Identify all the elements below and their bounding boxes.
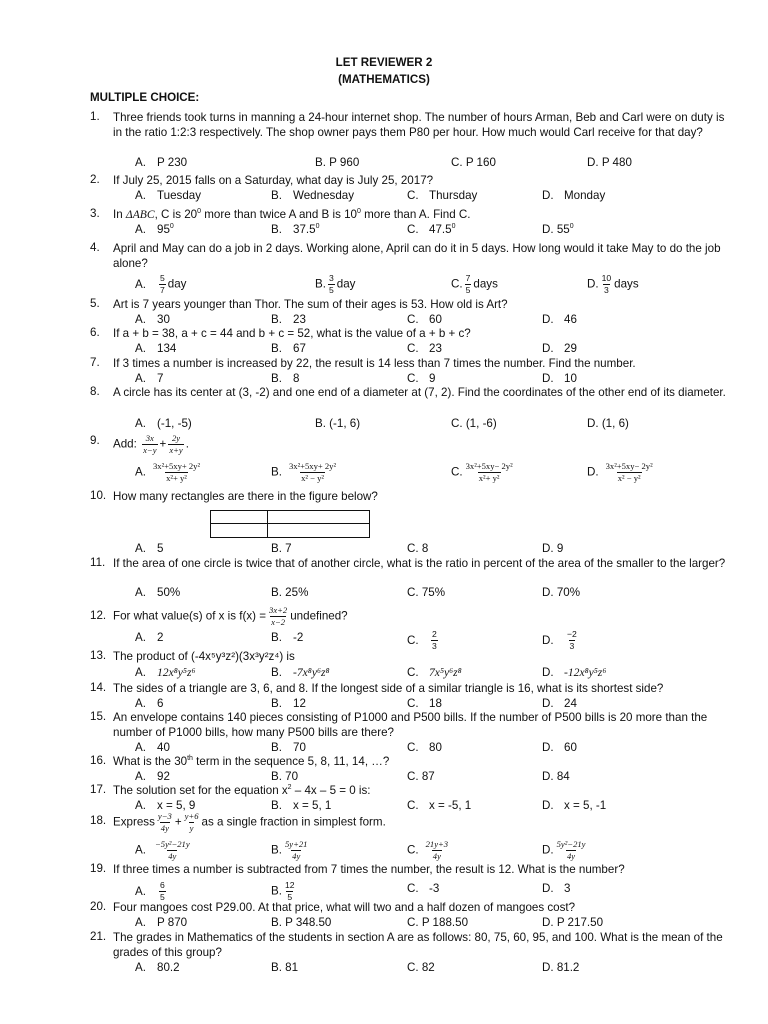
option-a: A. 6 [135,697,164,710]
options [90,273,730,295]
option-c: C. 18 [407,697,442,710]
option-b: B. -7x⁸y⁶z⁸ [271,666,330,679]
option-a: A. $\frac{5}{7}$ day [135,273,187,295]
option-b: B. 25% [271,586,309,599]
option-d: D. 46 [542,313,577,326]
options [90,222,730,237]
option-d: D. 3 [542,882,571,895]
fraction-2: $\frac{2y}{x+y}$ [169,433,183,455]
options [90,188,730,203]
rectangle-figure [210,510,370,538]
option-d: D. Monday [542,189,606,202]
options [90,880,730,902]
option-a: A. $\frac{6}{5}$ [135,880,165,902]
option-a: A. (-1, -5) [135,417,192,430]
question-number: 3. [90,207,100,220]
option-b: B. P 348.50 [271,916,332,929]
option-d: D. $\frac{10}{3}$ days [587,273,639,295]
options [90,915,730,930]
question-text: The product of (-4x⁵y³z²)(3x³y²z⁴) is [113,650,295,663]
question-text: The grades in Mathematics of the students in section A are as follows: 80, 75, 60, 95, and 100. What is the mean of the grades of this group? [113,931,723,960]
option-c: C. 23 [407,342,442,355]
options [90,461,730,483]
question-text: Art is 7 years younger than Thor. The sum of their ages is 53. How old is Art? [113,298,508,311]
question-2 [90,173,730,202]
question-number: 4. [90,241,100,254]
question-number: 14. [90,681,107,694]
question-number: 6. [90,326,100,339]
option-b: B. $\frac{5y+21}{4y}$ [271,839,308,861]
option-d: D. (1, 6) [587,417,629,430]
question-text: If a + b = 38, a + c = 44 and b + c = 52, what is the value of a + b + c? [113,327,471,340]
question-20 [90,900,730,929]
option-b: B. (-1, 6) [315,417,361,430]
options [90,371,730,386]
question-number: 15. [90,710,107,723]
option-a: A. 40 [135,741,170,754]
option-c: C. 82 [407,961,435,974]
option-b: B. x = 5, 1 [271,799,332,812]
option-a: A. 92 [135,770,170,783]
options [90,740,730,755]
question-text: The sides of a triangle are 3, 6, and 8. If the longest side of a similar triangle is 16, what is its shortest side? [113,682,664,695]
question-text: The solution set for the equation $x^2 - 4x - 5 = 0$ is: [113,784,371,797]
options [90,541,730,556]
question-12 [90,605,730,651]
question-text: If three times a number is subtracted from 7 times the number, the result is 12. What is the number? [113,863,625,876]
option-b: B. 67 [271,342,306,355]
question-19 [90,862,730,902]
question-text: April and May can do a job in 2 days. Working alone, April can do it in 5 days. How long would it take May to do the job alone? [113,242,721,271]
question-text: A circle has its center at (3, -2) and one end of a diameter at (7, 2). Find the coordinates of the other end of its diameter. [113,386,726,399]
option-b: B. 37.5$^0$ [271,223,320,236]
question-5 [90,297,730,326]
option-c: C. P 160 [451,156,496,169]
question-number: 20. [90,900,107,913]
option-d: D. 9 [542,542,564,555]
option-d: D. $55^0$ [542,223,574,236]
option-d: D. -12x⁸y⁵z⁶ [542,666,607,679]
question-13 [90,649,730,679]
question-text: If the area of one circle is twice that of another circle, what is the ratio in percent of the area of the smaller to the larger? [113,557,726,570]
section-label: MULTIPLE CHOICE: [90,91,200,104]
option-c: C. -3 [407,882,440,895]
question-text: Add: $\frac{3x}{x-y}$ + $\frac{2y}{x+y}$ . [113,433,189,455]
question-text: In ΔABC, C is $20^0$ more than twice A and B is $10^0$ more than A. Find C. [113,208,471,221]
option-d: D. 84 [542,770,570,783]
option-c: C. $\frac{2}{3}$ [407,629,437,651]
option-c: C. 87 [407,770,435,783]
option-c: C. 7x⁵y⁶z⁸ [407,666,462,679]
option-d: D. $\frac{-2}{3}$ [542,629,577,651]
option-c: C. (1, -6) [451,417,497,430]
question-18 [90,811,730,861]
option-b: B. P 960 [315,156,360,169]
option-c: C. P 188.50 [407,916,469,929]
option-d: D. P 480 [587,156,632,169]
question-number: 16. [90,754,107,767]
question-9 [90,433,730,483]
option-c: C. 75% [407,586,446,599]
question-6 [90,326,730,355]
option-a: A. 50% [135,586,181,599]
question-text: Four mangoes cost P29.00. At that price, what will two and a half dozen of mangoes cost? [113,901,576,914]
option-b: B. $\frac{12}{5}$ [271,880,295,902]
option-b: B. 23 [271,313,306,326]
option-a: A. P 870 [135,916,188,929]
option-c: C. 60 [407,313,442,326]
question-number: 5. [90,297,100,310]
option-a: A. $\frac{\text{−5y²−21y}}{4y}$ [135,839,190,861]
question-17 [90,783,730,812]
question-number: 7. [90,356,100,369]
option-a: A. 80.2 [135,961,180,974]
option-a: A. 30 [135,313,170,326]
option-a: A. 134 [135,342,177,355]
options [90,696,730,711]
options [90,585,730,600]
option-d: D. P 217.50 [542,916,604,929]
option-d: D. 81.2 [542,961,580,974]
option-c: C. x = -5, 1 [407,799,472,812]
option-d: D. $\frac{\text{3x²+5xy− 2y²}}{\text{x² − y²}}$ [587,461,653,483]
question-text: An envelope contains 140 pieces consisting of P1000 and P500 bills. If the number of P500 bills is 20 more than the number of P1000 bills, how many P500 bills are there? [113,711,708,740]
options [90,769,730,784]
option-b: B. 12 [271,697,306,710]
question-text: If July 25, 2015 falls on a Saturday, what day is July 25, 2017? [113,174,434,187]
question-number: 9. [90,434,100,447]
question-number: 2. [90,173,100,186]
question-text: Express $\frac{y-3}{4y}$ + $\frac{y+6}{y}$ as a single fraction in simplest form. [113,811,386,833]
question-number: 10. [90,489,107,502]
option-d: D. x = 5, -1 [542,799,607,812]
option-b: B. $\frac{3}{5}$ day [315,273,356,295]
fraction-1: $\frac{3x}{x-y}$ [143,433,157,455]
options [90,312,730,327]
option-b: B. Wednesday [271,189,355,202]
option-b: B. 70 [271,741,306,754]
option-b: B. 7 [271,542,292,555]
option-d: D. 70% [542,586,581,599]
question-number: 13. [90,649,107,662]
option-b: B. 81 [271,961,299,974]
question-number: 8. [90,385,100,398]
question-number: 19. [90,862,107,875]
option-a: A. $95^0$ [135,223,174,236]
question-text: For what value(s) of x is f(x) = $\frac{3x+2}{x-2}$ undefined? [113,605,348,627]
option-a: A. 12x⁸y⁵z⁶ [135,666,196,679]
question-3 [90,207,730,236]
question-number: 18. [90,814,107,827]
option-b: B. -2 [271,631,304,644]
options [90,665,730,680]
figure-divider-vertical [267,510,268,538]
figure-divider-horizontal [210,523,370,524]
question-number: 12. [90,609,107,622]
question-16 [90,754,730,783]
option-a: A. 7 [135,372,164,385]
option-c: C. $\frac{\text{3x²+5xy− 2y²}}{\text{x²+ y²}}$ [451,461,513,483]
question-11 [90,556,730,599]
options [90,629,730,651]
option-c: C. 8 [407,542,429,555]
question-4 [90,241,730,295]
option-a: A. 5 [135,542,164,555]
option-c: C. 80 [407,741,442,754]
question-10 [90,489,730,555]
question-1 [90,110,730,169]
option-a: A. Tuesday [135,189,202,202]
option-d: D. 60 [542,741,577,754]
option-b: B. 8 [271,372,300,385]
option-a: A. 2 [135,631,164,644]
question-number: 1. [90,110,100,123]
options [90,416,730,431]
option-a: A. $\frac{\text{3x²+5xy+ 2y²}}{\text{x²+ y²}}$ [135,461,201,483]
question-text: Three friends took turns in manning a 24-hour internet shop. The number of hours Arman, Beb and Carl were on duty is in the ratio 1:2:3 respectively. The shop owner pays them P80 per hour. How much would Carl receive for that day? [113,111,725,140]
question-text: What is the 30th term in the sequence 5, 8, 11, 14, …? [113,755,390,768]
options [90,341,730,356]
option-c: C. $\frac{21y+3}{4y}$ [407,839,449,861]
option-d: D. 10 [542,372,577,385]
question-text: How many rectangles are there in the figure below? [113,490,378,503]
option-b: B. $\frac{\text{3x²+5xy+ 2y²}}{\text{x² − y²}}$ [271,461,337,483]
question-8 [90,385,730,430]
page-subtitle: (MATHEMATICS) [338,73,430,86]
option-d: D. 29 [542,342,577,355]
option-d: D. 24 [542,697,577,710]
option-b: B. 70 [271,770,299,783]
question-7 [90,356,730,385]
option-c: C. $\frac{7}{5}$ days [451,273,498,295]
question-15 [90,710,730,754]
page-title: LET REVIEWER 2 [335,56,433,69]
option-c: C. 9 [407,372,436,385]
option-d: D. $\frac{\text{5y²−21y}}{4y}$ [542,839,586,861]
options [90,155,730,170]
question-text: If 3 times a number is increased by 22, the result is 14 less than 7 times the number. Find the number. [113,357,636,370]
question-number: 17. [90,783,107,796]
option-c: C. Thursday [407,189,478,202]
question-14 [90,681,730,710]
options [90,960,730,975]
question-number: 21. [90,930,107,943]
question-number: 11. [90,556,106,569]
question-21 [90,930,730,974]
option-a: A. P 230 [135,156,188,169]
option-a: A. x = 5, 9 [135,799,196,812]
option-c: C. 47.5$^0$ [407,223,456,236]
options [90,839,730,861]
